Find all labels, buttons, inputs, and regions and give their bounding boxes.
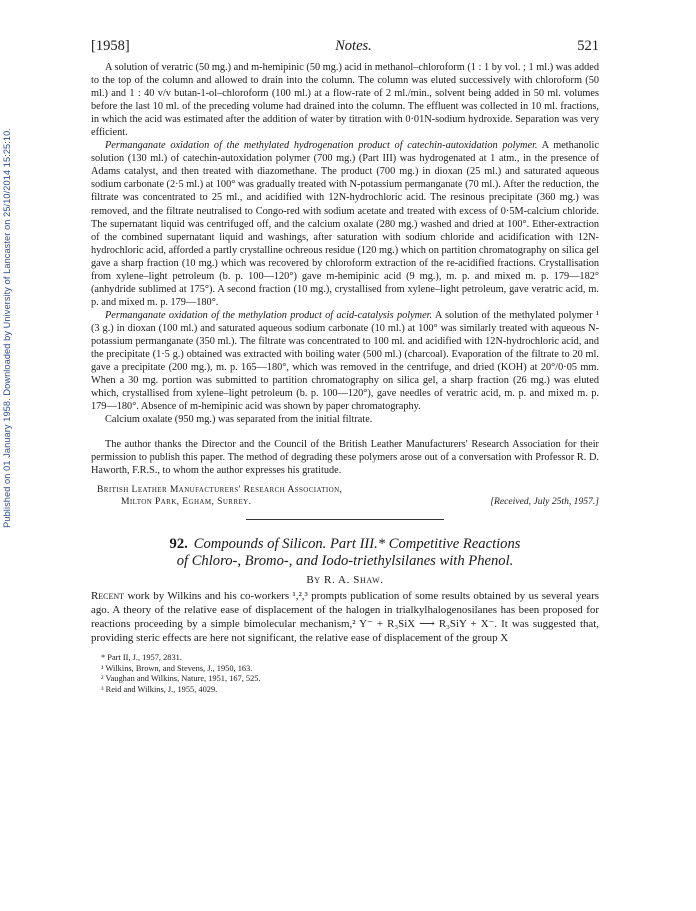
article-title-line-2: of Chloro-, Bromo-, and Iodo-triethylsilanes with Phenol. — [176, 553, 514, 570]
paragraph-acid-catalysis-oxidation — [91, 309, 599, 413]
paragraph-calcium-oxalate: Calcium oxalate (950 mg.) was separated from the initial filtrate. — [105, 414, 373, 426]
section-heading-catechin: Permanganate oxidation of the methylated hydrogenation product of catechin-autoxidation polymer. — [105, 140, 538, 152]
affiliation-block — [91, 484, 599, 508]
paragraph-column-elution: A solution of veratric (50 mg.) and m-hemipinic (50 mg.) acid in methanol–chloroform (1 : 1 by vol. ; 1 ml.) was added to the top of the column and allowed to drain into the column. The column was eluted successively with chloroform (50 ml.) and 1 : 40 v/v butan-1-ol–chloroform (100 ml.) at a flow-rate of 2 ml./min., solvent being added in 50 ml. volumes before the last 10 ml. of the preceding volume had drained into the column. The effluent was collected in 10 ml. fractions, in which the acid was estimated after the addition of water by titration with 0·01N-sodium hydroxide. Separation was very efficient. — [91, 62, 599, 139]
paragraph-acknowledgement: The author thanks the Director and the Council of the British Leather Manufacturers' Research Association for their permission to publish this paper. The method of degrading these polymers arose out of a conversation with Professor R. D. Haworth, F.R.S., to whom the author expresses his gratitude. — [91, 439, 599, 477]
article-number: 92. — [169, 536, 188, 553]
article-lead-word: Recent — [91, 590, 125, 603]
footnotes — [91, 653, 599, 695]
received-date: [Received, July 25th, 1957.] — [490, 496, 599, 508]
article-intro-text: work by Wilkins and his co-workers ¹,²,³ prompts publication of some results obtained by us several years ago. A theory of the relative ease of displacement of the halogen in trialkylhalogenosilanes has been proposed for reactions proceeding by a simple bimolecular mechanism,² Y⁻ + R₃SiX ⟶ R₃SiY + X⁻. It was suggested that, providing steric effects are here not significant, the relative ease of displacement of the group X — [91, 590, 599, 645]
section-heading-acid-catalysis: Permanganate oxidation of the methylation product of acid-catalysis polymer. — [105, 309, 433, 321]
affiliation-line-2: Milton Park, Egham, Surrey. — [121, 496, 252, 508]
article-title — [91, 536, 599, 570]
download-watermark: Published on 01 January 1958. Downloaded by University of Lancaster on 25/10/2014 15:25:10. — [2, 128, 12, 528]
header-year: [1958] — [91, 38, 130, 54]
header-title: Notes. — [335, 38, 372, 54]
paragraph-catechin-oxidation — [91, 139, 599, 309]
footnote: ² Vaughan and Wilkins, Nature, 1951, 167, 525. — [101, 674, 261, 684]
paragraph-catechin-body: A methanolic solution (130 ml.) of catechin-autoxidation polymer (700 mg.) (Part III) was hydrogenated at 1 atm., in the presence of Adams catalyst, and then treated with diazomethane. The product (700 mg.) in dioxan (25 ml.) and saturated aqueous sodium carbonate (2·5 ml.) at 100° was gradually treated with N-potassium permanganate (70 ml.). After the reduction, the filtrate was concentrated to 25 ml., and acidified with 12N-hydrochloric acid. The resinous precipitate (360 mg.) was removed, and the filtrate neutralised to Congo-red with sodium acetate and treated with excess of 0·5M-calcium chloride. The supernatant liquid was centrifuged off, and the calcium oxalate (280 mg.) washed and dried at 100°. Ether-extraction of the combined supernatant liquid and washings, after saturation with sodium chloride and acidification with 12N-hydrochloric acid, afforded a partly crystalline ochreous residue (120 mg.) which on partition chromatography on silica gel gave a sharp fraction (10 mg.) which was recovered by chloroform extraction of the re-acidified fractions. Crystallisation from xylene–light petroleum (b. p. 100—120°) gave m-hemipinic acid (9 mg.), m. p. and mixed m. p. 179—182° (anhydride sublimed at 175°). A second fraction (10 mg.), crystallised from xylene–light petroleum, gave veratric acid, m. p. and mixed m. p. 179—180°. — [91, 140, 599, 308]
running-head — [91, 38, 599, 55]
footnote: ³ Reid and Wilkins, J., 1955, 4029. — [101, 684, 218, 694]
footnote: ¹ Wilkins, Brown, and Stevens, J., 1950, 163. — [101, 663, 253, 673]
section-divider — [246, 519, 444, 520]
article-title-line-1: Compounds of Silicon. Part III.* Competitive Reactions — [193, 536, 521, 553]
article-byline: By R. A. Shaw. — [306, 574, 384, 587]
journal-page — [91, 38, 599, 695]
article-body — [91, 590, 599, 646]
paragraph-acid-catalysis-body: A solution of the methylated polymer ¹ (3 g.) in dioxan (100 ml.) and saturated aqueous sodium carbonate (10 ml.) at 100° was similarly treated with aqueous N-potassium permanganate (350 ml.). The filtrate was concentrated to 100 ml. and acidified with 12N-hydrochloric acid, and the precipitate (1·5 g.) obtained was extracted with boiling water (500 ml.) (charcoal). Evaporation of the filtrate to 20 ml. gave a precipitate (200 mg.), m. p. 165—180°, which was removed in the centrifuge, and dried (KOH) at 20°/0·05 mm. When a 30 mg. portion was submitted to partition chromatography on silica gel, a sharp fraction (26 mg.) was eluted which, crystallised from xylene–light petroleum (b. p. 100—120°), gave needles of veratric acid, m. p. and mixed m. p. 179—180°. Absence of m-hemipinic acid was shown by paper chromatography. — [91, 309, 599, 413]
header-page-number: 521 — [577, 38, 599, 54]
affiliation-line-1: British Leather Manufacturers' Research Association, — [97, 484, 343, 496]
footnote: * Part II, J., 1957, 2831. — [101, 653, 182, 663]
article-intro-paragraph — [91, 590, 599, 646]
